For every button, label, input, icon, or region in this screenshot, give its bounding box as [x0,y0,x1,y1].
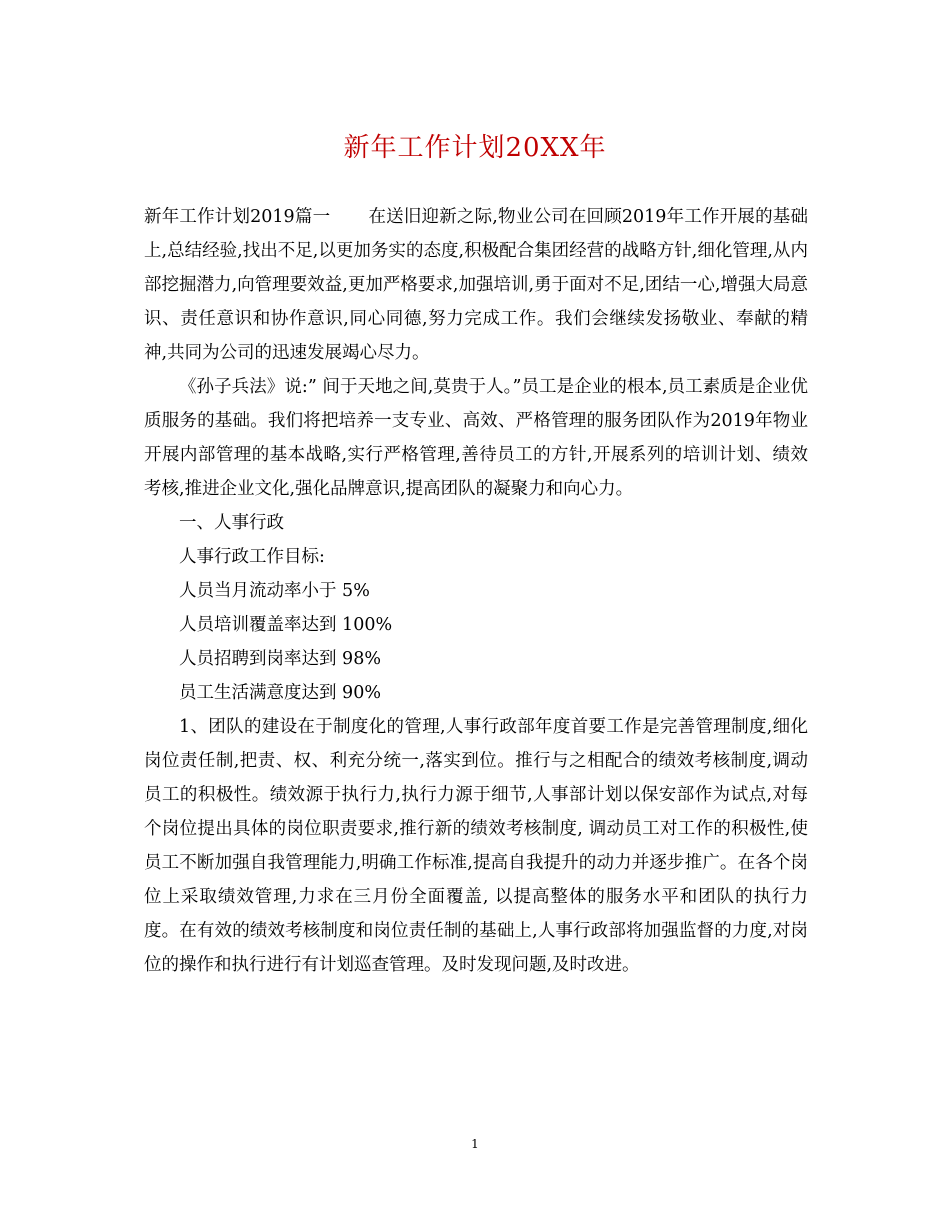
intro-text: 在送旧迎新之际,物业公司在回顾2019年工作开展的基础上,总结经验,找出不足,以更加务实的态度,积极配合集团经营的战略方针,细化管理,从内部挖掘潜力,向管理要效益,更加严格要求,加强培训,勇于面对不足,团结一心,增强大局意识、责任意识和协作意识,同心同德,努力完成工作。我们会继续发扬敬业、奉献的精神,共同为公司的迅速发展竭心尽力。 [144,207,808,363]
goals-heading: 人事行政工作目标: [179,547,325,567]
intro-paragraph [144,200,808,370]
intro-label: 新年工作计划2019篇一 [144,207,331,227]
document-body [144,200,808,982]
item1-paragraph: 1、团队的建设在于制度化的管理,人事行政部年度首要工作是完善管理制度,细化岗位责任制,把责、权、利充分统一,落实到位。推行与之相配合的绩效考核制度,调动员工的积极性。绩效源于执行力,执行力源于细节,人事部计划以保安部作为试点,对每个岗位提出具体的岗位职责要求,推行新的绩效考核制度, 调动员工对工作的积极性,使员工不断加强自我管理能力,明确工作标准,提高自我提升的动力并逐步推广。在各个岗位上采取绩效管理,力求在三月份全面覆盖, 以提高整体的服务水平和团队的执行力度。在有效的绩效考核制度和岗位责任制的基础上,人事行政部将加强监督的力度,对岗位的操作和执行进行有计划巡查管理。及时发现问题,及时改进。 [144,717,808,975]
goal-item: 人员招聘到岗率达到 98% [179,649,381,669]
sunzi-paragraph: 《孙子兵法》说:” 间于天地之间,莫贵于人。”员工是企业的根本,员工素质是企业优质服务的基础。我们将把培养一支专业、高效、严格管理的服务团队作为2019年物业开展内部管理的基本战略,实行严格管理,善待员工的方针,开展系列的培训计划、绩效考核,推进企业文化,强化品牌意识,提高团队的凝聚力和向心力。 [144,377,808,499]
goal-item: 人员培训覆盖率达到 100% [179,615,393,635]
goal-item: 员工生活满意度达到 90% [179,683,381,703]
page-number: 1 [471,1137,479,1151]
document-title: 新年工作计划20XX年 [343,133,607,163]
section-heading: 一、人事行政 [179,513,284,533]
goal-item: 人员当月流动率小于 5% [179,581,370,601]
